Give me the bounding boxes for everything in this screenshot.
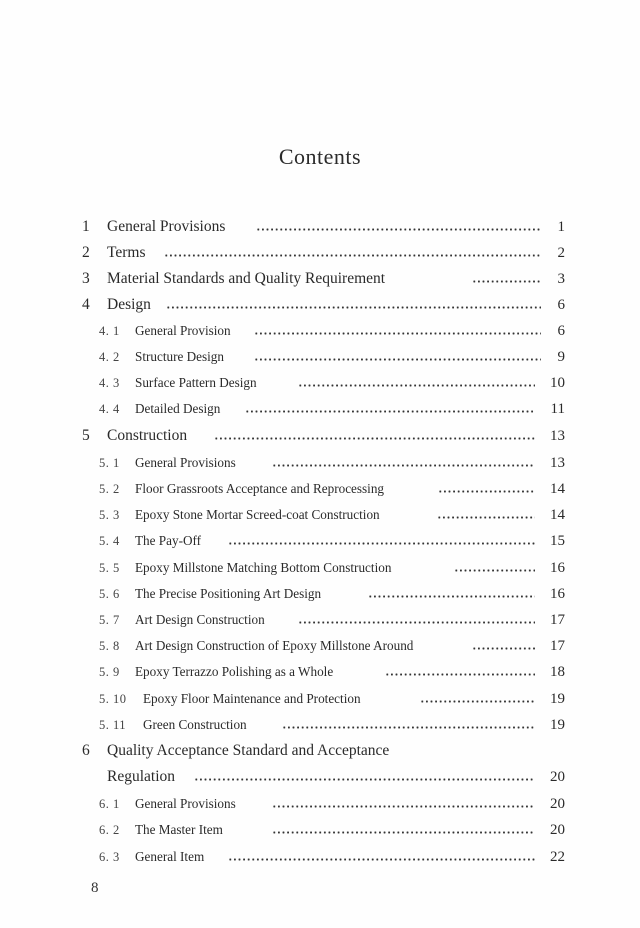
leader-dots	[385, 673, 535, 676]
leader-dots	[245, 410, 535, 413]
toc-entry-4-3[interactable]	[0, 371, 640, 395]
leader-dots	[214, 437, 535, 440]
toc-number: 6. 1	[99, 797, 120, 811]
toc-number: 5. 6	[99, 587, 120, 601]
leader-dots	[256, 228, 541, 231]
leader-dots	[228, 858, 535, 861]
toc-label: General Provision	[135, 323, 231, 338]
toc-label: Terms	[107, 244, 146, 261]
toc-label: Epoxy Floor Maintenance and Protection	[143, 691, 361, 706]
leader-dots	[272, 805, 535, 808]
toc-number: 6. 3	[99, 850, 120, 864]
toc-page-number: 9	[557, 349, 565, 365]
leader-dots	[454, 569, 535, 572]
toc-entry-6-2[interactable]	[0, 818, 640, 842]
toc-label: Structure Design	[135, 349, 224, 364]
toc-entry-6[interactable]	[0, 739, 640, 763]
leader-dots	[272, 464, 535, 467]
toc-label: Art Design Construction of Epoxy Millstone Around	[135, 638, 414, 653]
page-title: Contents	[278, 144, 362, 169]
toc-entry-5-6[interactable]	[0, 582, 640, 606]
toc-number: 6	[82, 742, 90, 759]
toc-label: Epoxy Stone Mortar Screed-coat Construction	[135, 507, 380, 522]
toc-entry-5-10[interactable]	[0, 687, 640, 711]
toc-page-number: 17	[550, 638, 565, 654]
toc-number: 1	[82, 218, 90, 235]
toc-label: The Master Item	[135, 822, 223, 837]
toc-label: General Item	[135, 849, 205, 864]
leader-dots	[166, 306, 541, 309]
toc-page-number: 19	[550, 691, 565, 707]
page-folio-number: 8	[91, 880, 99, 896]
toc-label: Construction	[107, 427, 188, 444]
toc-page-number: 14	[550, 507, 565, 523]
toc-number: 4. 3	[99, 376, 120, 390]
toc-entry-5-2[interactable]	[0, 477, 640, 501]
toc-page-number: 20	[550, 822, 565, 838]
toc-label: Epoxy Millstone Matching Bottom Construction	[135, 560, 392, 575]
toc-page-number: 6	[557, 297, 565, 313]
toc-page-number: 2	[557, 245, 565, 261]
toc-label: Green Construction	[143, 717, 247, 732]
toc-number: 5. 5	[99, 561, 120, 575]
toc-label: The Precise Positioning Art Design	[135, 586, 322, 601]
toc-entry-5[interactable]	[0, 424, 640, 448]
toc-number: 5. 9	[99, 665, 120, 679]
toc-number: 5. 10	[99, 692, 127, 706]
toc-page-number: 17	[550, 612, 565, 628]
toc-entry-6-3[interactable]	[0, 845, 640, 869]
toc-page-number: 1	[557, 219, 565, 235]
toc-label: Detailed Design	[135, 401, 221, 416]
leader-dots	[254, 358, 541, 361]
toc-number: 4. 4	[99, 402, 120, 416]
toc-page-number: 13	[550, 455, 565, 471]
toc-label: Quality Acceptance Standard and Acceptance	[107, 742, 390, 759]
toc-number: 2	[82, 244, 90, 261]
toc-number: 5. 7	[99, 613, 120, 627]
toc-page-number: 13	[550, 428, 565, 444]
toc-entry-1[interactable]	[0, 215, 640, 239]
toc-entry-5-11[interactable]	[0, 713, 640, 737]
toc-page-number: 19	[550, 717, 565, 733]
toc-page-number: 3	[557, 271, 565, 287]
leader-dots	[228, 542, 535, 545]
toc-entry-6-1[interactable]	[0, 792, 640, 816]
leader-dots	[164, 254, 541, 257]
toc-page-number: 16	[550, 586, 565, 602]
toc-label: General Provisions	[135, 455, 236, 470]
toc-number: 5. 1	[99, 456, 120, 470]
leader-dots	[472, 280, 541, 283]
toc-page-number: 20	[550, 769, 565, 785]
toc-page-number: 14	[550, 481, 565, 497]
toc-label: Material Standards and Quality Requirement	[107, 270, 386, 287]
toc-entry-4-2[interactable]	[0, 345, 640, 369]
toc-page-number: 15	[550, 533, 565, 549]
leader-dots	[438, 490, 535, 493]
leader-dots	[298, 384, 535, 387]
toc-number: 5. 2	[99, 482, 120, 496]
toc-number: 5. 8	[99, 639, 120, 653]
toc-entry-6-continued[interactable]	[0, 765, 640, 789]
toc-page-number: 11	[550, 401, 565, 417]
toc-entry-5-5[interactable]	[0, 556, 640, 580]
toc-number: 6. 2	[99, 823, 120, 837]
toc-entry-3[interactable]	[0, 267, 640, 291]
toc-label: Floor Grassroots Acceptance and Reprocessing	[135, 481, 385, 496]
toc-entry-5-9[interactable]	[0, 660, 640, 684]
leader-dots	[272, 831, 535, 834]
leader-dots	[420, 700, 535, 703]
toc-number: 4. 1	[99, 324, 120, 338]
toc-entry-5-7[interactable]	[0, 608, 640, 632]
toc-number: 4	[82, 296, 90, 313]
toc-number: 5	[82, 427, 90, 444]
toc-label-continued: Regulation	[107, 768, 176, 785]
toc-page-number: 20	[550, 796, 565, 812]
leader-dots	[194, 778, 535, 781]
toc-label: Design	[107, 296, 151, 313]
toc-label: The Pay-Off	[135, 533, 202, 548]
toc-entry-2[interactable]	[0, 241, 640, 265]
leader-dots	[472, 647, 535, 650]
leader-dots	[368, 595, 535, 598]
toc-page-number: 22	[550, 849, 565, 865]
toc-label: General Provisions	[135, 796, 236, 811]
toc-label: General Provisions	[107, 218, 226, 235]
toc-entry-4-1[interactable]	[0, 319, 640, 343]
toc-number: 4. 2	[99, 350, 120, 364]
toc-number: 5. 11	[99, 718, 127, 732]
toc-page-number: 6	[557, 323, 565, 339]
leader-dots	[282, 726, 535, 729]
toc-page-number: 10	[550, 375, 565, 391]
toc-label: Epoxy Terrazzo Polishing as a Whole	[135, 664, 334, 679]
toc-entry-5-8[interactable]	[0, 634, 640, 658]
leader-dots	[437, 516, 535, 519]
leader-dots	[254, 332, 541, 335]
toc-entry-4-4[interactable]	[0, 397, 640, 421]
toc-label: Surface Pattern Design	[135, 375, 257, 390]
toc-number: 5. 4	[99, 534, 120, 548]
toc-page-number: 16	[550, 560, 565, 576]
toc-number: 5. 3	[99, 508, 120, 522]
toc-page-number: 18	[550, 664, 565, 680]
leader-dots	[298, 621, 535, 624]
toc-label: Art Design Construction	[135, 612, 265, 627]
toc-entry-4[interactable]	[0, 293, 640, 317]
toc-entry-5-4[interactable]	[0, 529, 640, 553]
toc-number: 3	[82, 270, 90, 287]
toc-entry-5-1[interactable]	[0, 451, 640, 475]
toc-entry-5-3[interactable]	[0, 503, 640, 527]
